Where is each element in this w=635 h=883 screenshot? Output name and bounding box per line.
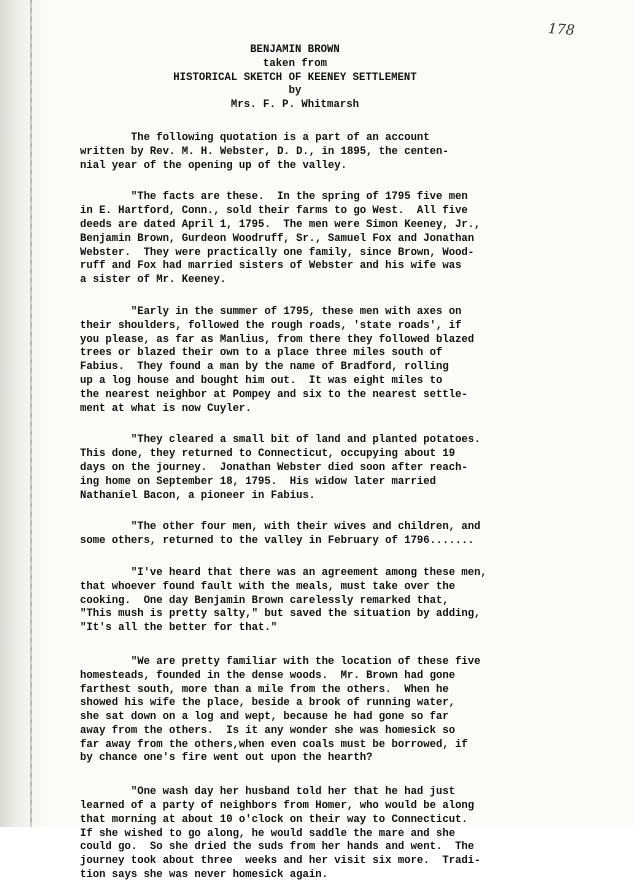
text-line: Benjamin Brown, Gurdeon Woodruff, Sr., Samuel Fox and Jonathan	[80, 232, 475, 245]
text-line: "The facts are these. In the spring of 1795 five men	[80, 191, 468, 204]
text-line: ment at what is now Cuyler.	[80, 402, 252, 415]
text-line: tion says she was never homesick again.	[80, 869, 328, 882]
text-line: This done, they returned to Connecticut, occupying about 19	[80, 448, 456, 461]
text-line: that morning at about 10 o'clock on their way to Connecticut.	[80, 813, 468, 826]
paragraph-7	[80, 656, 585, 766]
paragraph-3	[80, 306, 585, 416]
text-line: some others, returned to the valley in February of 1796.......	[80, 535, 475, 548]
header-author: Mrs. F. P. Whitmarsh	[230, 99, 360, 112]
text-line: "They cleared a small bit of land and planted potatoes.	[80, 434, 481, 447]
header-title: BENJAMIN BROWN	[250, 44, 340, 56]
paragraph-gap	[80, 416, 585, 434]
paragraph-gap	[80, 549, 585, 567]
text-line: trees or blazed their own to a place three miles south of	[80, 347, 443, 360]
text-line: Nathaniel Bacon, a pioneer in Fabius.	[80, 489, 316, 502]
text-line: far away from the others,when even coals must be borrowed, if	[80, 738, 468, 751]
text-line: showed his wife the place, beside a brook of running water,	[80, 697, 456, 710]
text-line: days on the journey. Jonathan Webster died soon after reach-	[80, 461, 468, 474]
text-line: she sat down on a log and wept, because he had gone so far	[80, 711, 449, 724]
text-line: the nearest neighbor at Pompey and six to the nearest settle-	[80, 388, 468, 401]
binding-edge-line	[30, 0, 32, 827]
text-line: written by Rev. M. H. Webster, D. D., in 1895, the centen-	[80, 145, 449, 158]
paragraph-1	[80, 132, 585, 173]
text-line: "I've heard that there was an agreement among these men,	[80, 566, 487, 579]
paragraph-2	[80, 191, 585, 288]
text-line: learned of a party of neighbors from Homer, who would be along	[80, 800, 475, 813]
text-line: their shoulders, followed the rough roads, 'state roads', if	[80, 319, 462, 332]
text-line: Webster. They were practically one family, since Brown, Wood-	[80, 246, 475, 259]
text-line: "The other four men, with their wives and children, and	[80, 521, 481, 534]
text-line: that whoever found fault with the meals, must take over the	[80, 580, 456, 593]
text-line: by chance one's fire went out upon the hearth?	[80, 752, 373, 765]
paragraph-8	[80, 786, 585, 883]
header-by: by	[288, 85, 302, 98]
paragraph-4	[80, 434, 585, 503]
text-line: ruff and Fox had married sisters of Webster and his wife was	[80, 260, 462, 273]
text-line: you please, as far as Manlius, from there they followed blazed	[80, 333, 475, 346]
page-number: 178	[547, 21, 576, 39]
paragraph-5	[80, 521, 585, 549]
text-line: away from the others. Is it any wonder she was homesick so	[80, 724, 456, 737]
paragraph-gap	[80, 636, 585, 656]
paragraph-gap	[80, 173, 585, 191]
text-line: "We are pretty familiar with the location of these five	[80, 655, 481, 668]
text-line: journey took about three weeks and her visit six more. Tradi-	[80, 855, 481, 868]
text-line: farthest south, more than a mile from the others. When he	[80, 683, 449, 696]
text-line: If she wished to go along, he would saddle the mare and she	[80, 827, 456, 840]
text-line: Fabius. They found a man by the name of Bradford, rolling	[80, 361, 449, 374]
text-line: nial year of the opening up of the valley.	[80, 159, 348, 172]
header-source-intro: taken from	[262, 57, 328, 70]
header-source-title: HISTORICAL SKETCH OF KEENEY SETTLEMENT	[173, 71, 417, 84]
text-line: homesteads, founded in the dense woods. Mr. Brown had gone	[80, 669, 456, 682]
text-line: a sister of Mr. Keeney.	[80, 274, 227, 287]
document-header	[100, 44, 490, 113]
paragraph-gap	[80, 288, 585, 306]
text-line: The following quotation is a part of an account	[80, 132, 430, 144]
paragraph-gap	[80, 766, 585, 786]
text-line: ing home on September 18, 1795. His widow later married	[80, 475, 437, 488]
text-line: "One wash day her husband told her that he had just	[80, 786, 456, 799]
text-line: in E. Hartford, Conn., sold their farms to go West. All five	[80, 205, 468, 218]
document-body	[80, 132, 585, 883]
paragraph-gap	[80, 503, 585, 521]
text-line: could go. So she dried the suds from her hands and went. The	[80, 841, 475, 854]
text-line: cooking. One day Benjamin Brown carelessly remarked that,	[80, 594, 449, 607]
text-line: "This mush is pretty salty," but saved the situation by adding,	[80, 608, 481, 621]
scanned-binding-edge	[0, 0, 46, 827]
text-line: deeds are dated April 1, 1795. The men were Simon Keeney, Jr.,	[80, 218, 481, 231]
paragraph-6	[80, 567, 585, 636]
text-line: "Early in the summer of 1795, these men with axes on	[80, 305, 462, 318]
text-line: up a log house and bought him out. It was eight miles to	[80, 374, 443, 387]
text-line: "It's all the better for that."	[80, 622, 278, 635]
